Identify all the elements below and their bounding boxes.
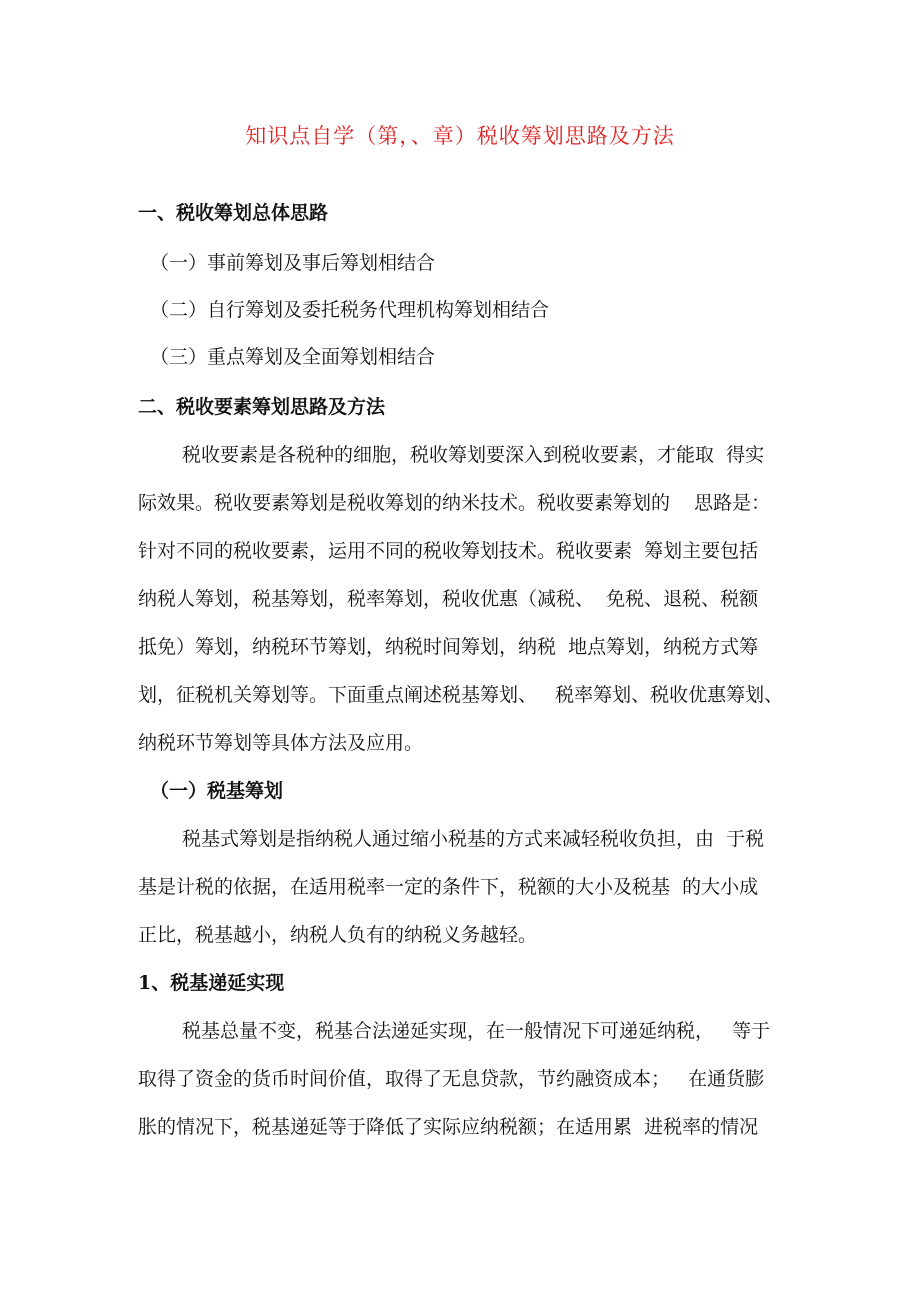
list-item: （二）自行筹划及委托税务代理机构筹划相结合	[150, 299, 550, 321]
paragraph-line: 正比，税基越小，纳税人负有的纳税义务越轻。	[138, 924, 538, 946]
paragraph-line: 纳税环节筹划等具体方法及应用。	[138, 732, 424, 754]
paragraph-line: 划，征税机关筹划等。下面重点阐述税基筹划、 税率筹划、税收优惠筹划、	[138, 684, 784, 706]
document-title: 知识点自学（第，、章）税收筹划思路及方法	[245, 124, 675, 148]
section-heading-2: 二、税收要素筹划思路及方法	[138, 396, 386, 418]
paragraph-line: 纳税人筹划，税基筹划，税率筹划，税收优惠（减税、 免税、退税、税额	[138, 588, 759, 610]
paragraph-line: 抵免）筹划，纳税环节筹划，纳税时间筹划，纳税 地点筹划，纳税方式筹	[138, 636, 759, 658]
paragraph-line: 税基总量不变，税基合法递延实现，在一般情况下可递延纳税， 等于	[182, 1020, 771, 1042]
paragraph-line: 取得了资金的货币时间价值，取得了无息贷款，节约融资成本； 在通货膨	[138, 1068, 765, 1090]
list-item: （一）事前筹划及事后筹划相结合	[150, 252, 436, 274]
paragraph-line: 税基式筹划是指纳税人通过缩小税基的方式来减轻税收负担，由 于税	[182, 828, 765, 850]
paragraph-line: 胀的情况下，税基递延等于降低了实际应纳税额；在适用累 进税率的情况	[138, 1116, 759, 1138]
section-heading-1: 一、税收筹划总体思路	[138, 202, 329, 224]
list-item: （三）重点筹划及全面筹划相结合	[150, 346, 436, 368]
paragraph-line: 针对不同的税收要素，运用不同的税收筹划技术。税收要素 筹划主要包括	[138, 540, 759, 562]
item-heading: 1、税基递延实现	[138, 972, 285, 994]
paragraph-line: 际效果。税收要素筹划是税收筹划的纳米技术。税收要素筹划的 思路是：	[138, 492, 771, 514]
subsection-heading: （一）税基筹划	[150, 780, 284, 802]
paragraph-line: 基是计税的依据，在适用税率一定的条件下，税额的大小及税基 的大小成	[138, 876, 759, 898]
paragraph-line: 税收要素是各税种的细胞，税收筹划要深入到税收要素，才能取 得实	[182, 444, 765, 466]
